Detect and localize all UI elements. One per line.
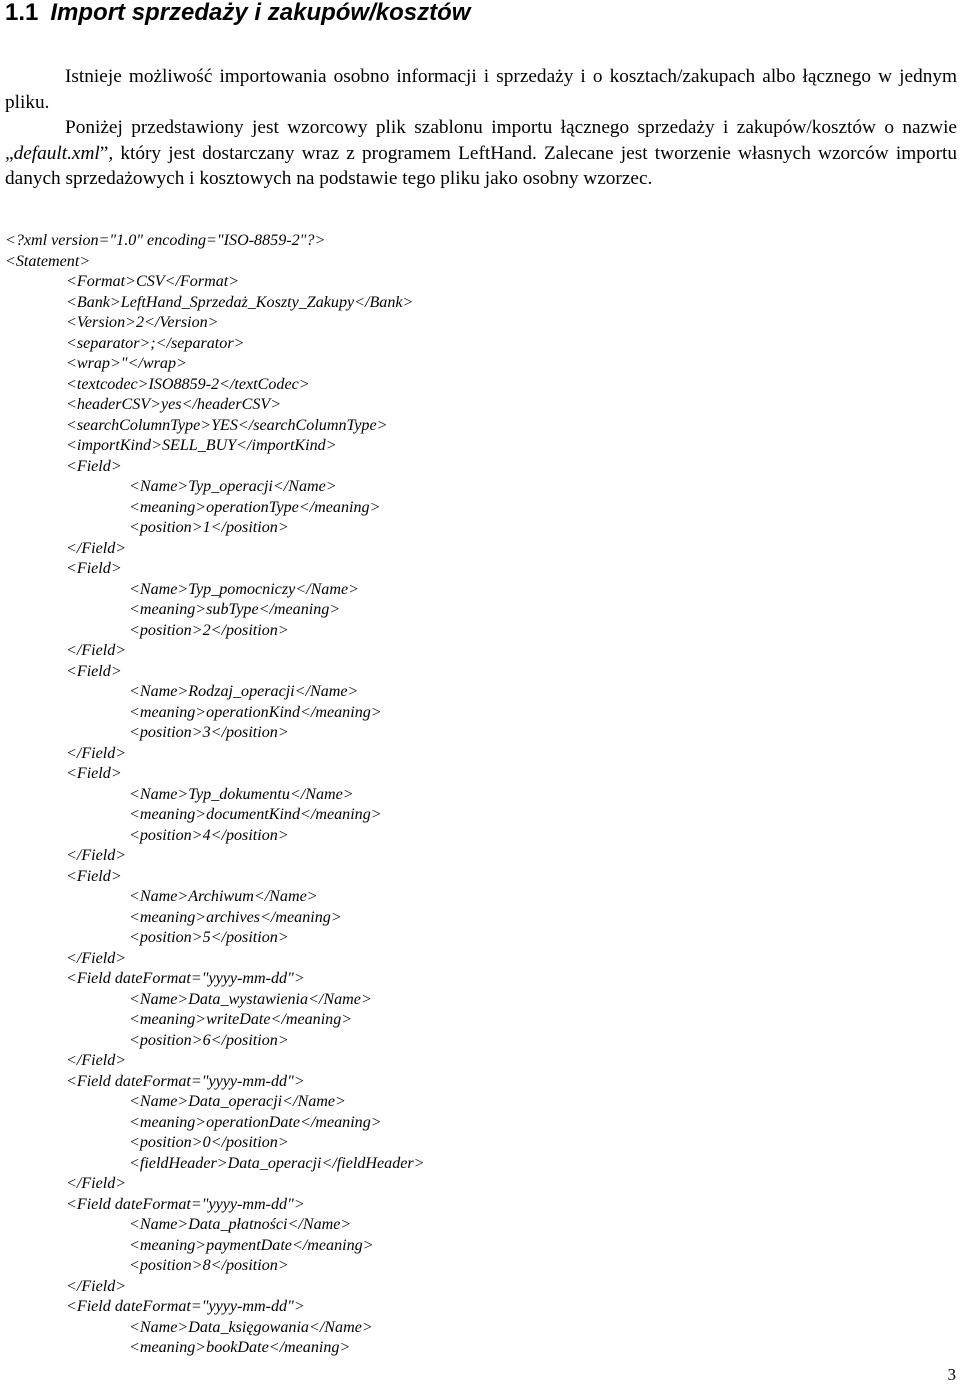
xml-line: <Name>Data_księgowania</Name>	[129, 1318, 373, 1336]
xml-line: <position>3</position>	[129, 724, 289, 741]
xml-line: <Version>2</Version>	[66, 314, 219, 331]
xml-line: <Field>	[66, 765, 122, 782]
template-filename: default.xml	[13, 142, 100, 164]
xml-line: <Name>Archiwum</Name>	[129, 888, 318, 905]
xml-line: <meaning>documentKind</meaning>	[129, 806, 382, 823]
xml-line: </Field>	[66, 642, 127, 659]
xml-line: <position>0</position>	[129, 1134, 289, 1151]
xml-line: <meaning>operationDate</meaning>	[129, 1113, 382, 1131]
xml-line: <Field>	[66, 457, 122, 475]
xml-line: <Field>	[66, 560, 122, 577]
xml-line: <position>6</position>	[129, 1031, 289, 1049]
xml-line: <position>4</position>	[129, 826, 289, 844]
xml-line: <Field dateFormat="yyyy-mm-dd">	[66, 1298, 305, 1315]
xml-line: <Name>Rodzaj_operacji</Name>	[129, 683, 359, 700]
xml-line: <Field>	[66, 662, 122, 680]
xml-line: </Field>	[66, 1277, 127, 1295]
template-description-paragraph	[5, 115, 957, 192]
xml-line: <Field>	[66, 867, 122, 885]
xml-line: </Field>	[66, 949, 127, 967]
section-heading	[5, 0, 470, 26]
xml-line: <Field dateFormat="yyyy-mm-dd">	[66, 970, 305, 987]
xml-line: <separator>;</separator>	[66, 334, 245, 352]
xml-line: <Name>Data_wystawienia</Name>	[129, 990, 372, 1008]
xml-line: <Name>Typ_pomocniczy</Name>	[129, 580, 359, 598]
xml-line: <meaning>bookDate</meaning>	[129, 1339, 351, 1356]
xml-line: <Format>CSV</Format>	[66, 273, 240, 290]
xml-line: </Field>	[66, 1052, 127, 1069]
xml-line: <Field dateFormat="yyyy-mm-dd">	[66, 1072, 305, 1090]
xml-line: <?xml version="1.0" encoding="ISO-8859-2"?>	[5, 232, 326, 249]
paragraph-text-before: Poniżej przedstawiony jest wzorcowy plik szablonu importu łącznego sprzedaży i zakupów/kosztów o nazwie „	[5, 117, 957, 164]
xml-line: <meaning>operationType</meaning>	[129, 498, 381, 516]
xml-line: <Name>Typ_operacji</Name>	[129, 478, 337, 495]
xml-line: <textcodec>ISO8859-2</textCodec>	[66, 375, 310, 393]
xml-line: <Statement>	[5, 252, 91, 270]
xml-line: <position>5</position>	[129, 929, 289, 946]
xml-line: <meaning>operationKind</meaning>	[129, 703, 382, 721]
section-title: Import sprzedaży i zakupów/kosztów	[50, 0, 471, 26]
xml-line: <position>2</position>	[129, 621, 289, 639]
xml-line: <fieldHeader>Data_operacji</fieldHeader>	[129, 1154, 425, 1172]
section-number: 1.1	[5, 0, 39, 26]
xml-line: </Field>	[66, 744, 127, 762]
xml-line: <meaning>archives</meaning>	[129, 908, 342, 926]
xml-line: <meaning>paymentDate</meaning>	[129, 1236, 374, 1254]
xml-line: <wrap>"</wrap>	[66, 355, 187, 372]
xml-line: <meaning>writeDate</meaning>	[129, 1011, 353, 1028]
xml-line: <Name>Data_operacji</Name>	[129, 1093, 346, 1110]
xml-line: </Field>	[66, 847, 127, 864]
intro-paragraph: Istnieje możliwość importowania osobno informacji i sprzedaży i o kosztach/zakupach albo łącznego w jednym pliku.	[5, 66, 957, 113]
xml-line: <Bank>LeftHand_Sprzedaż_Koszty_Zakupy</Bank>	[66, 293, 414, 311]
page-number: 3	[947, 1365, 956, 1384]
xml-template-listing	[5, 231, 425, 1359]
xml-line: <position>1</position>	[129, 519, 289, 536]
xml-line: <Name>Typ_dokumentu</Name>	[129, 785, 354, 803]
xml-line: </Field>	[66, 1175, 127, 1192]
xml-line: <position>8</position>	[129, 1257, 289, 1274]
xml-line: <Field dateFormat="yyyy-mm-dd">	[66, 1195, 305, 1213]
xml-line: </Field>	[66, 539, 127, 557]
xml-line: <headerCSV>yes</headerCSV>	[66, 396, 282, 413]
xml-line: <importKind>SELL_BUY</importKind>	[66, 437, 337, 454]
xml-line: <searchColumnType>YES</searchColumnType>	[66, 416, 388, 434]
xml-line: <Name>Data_płatności</Name>	[129, 1216, 352, 1233]
xml-line: <meaning>subType</meaning>	[129, 601, 341, 618]
paragraph-text-after: ”, który jest dostarczany wraz z programem LeftHand. Zalecane jest tworzenie własnych wzorców importu danych sprzedażowych i kosztowych na podstawie tego pliku jako osobny wzorzec.	[5, 142, 957, 189]
